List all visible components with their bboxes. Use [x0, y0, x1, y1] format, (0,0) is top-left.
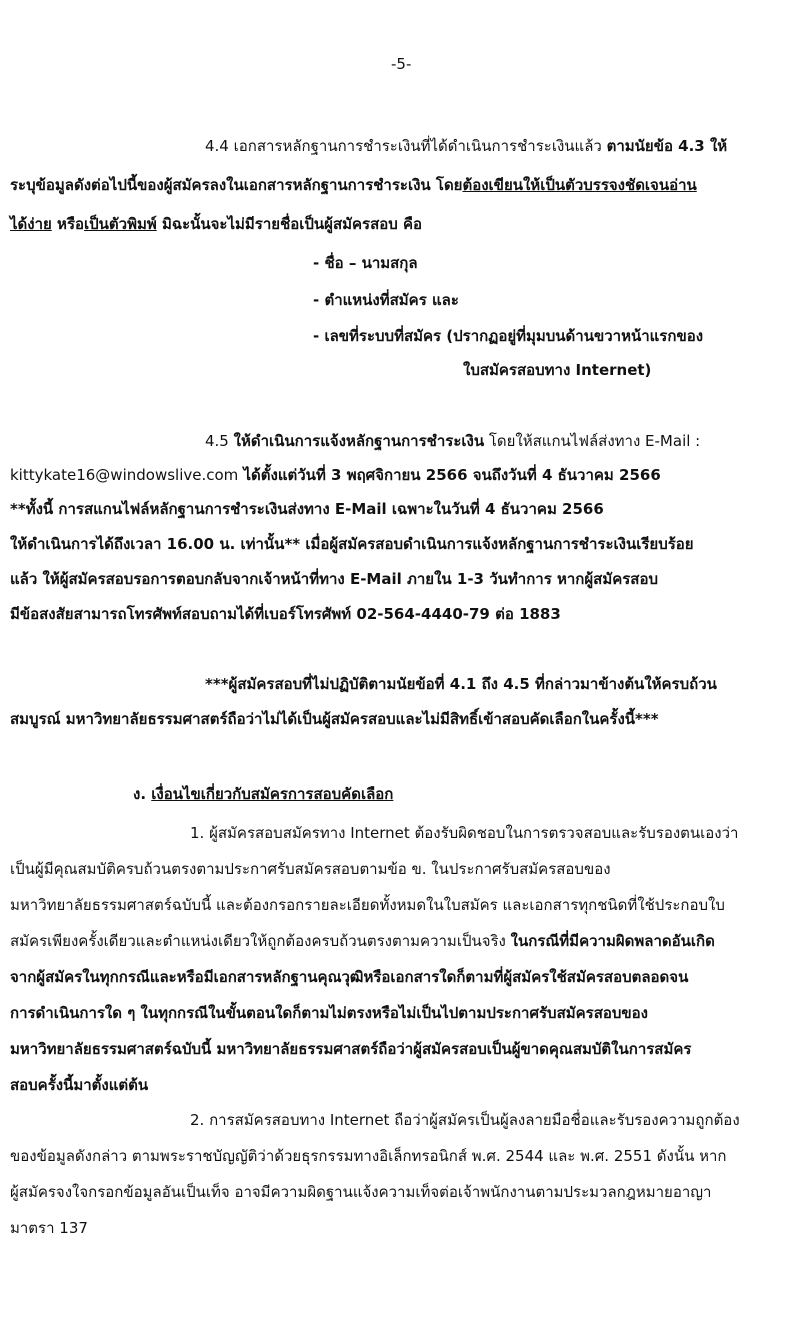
warning-line-2: สมบูรณ์ มหาวิทยาลัยธรรมศาสตร์ถือว่าไม่ได้เป็นผู้สมัครสอบและไม่มีสิทธิ์เข้าสอบคัดเลือกในครั้งนี้***: [10, 710, 659, 728]
p2-line-1: 2. การสมัครสอบทาง Internet ถือว่าผู้สมัครเป็นผู้ลงลายมือชื่อและรับรองความถูกต้อง: [190, 1111, 740, 1129]
s44-item-system-number: - เลขที่ระบบที่สมัคร (ปรากฏอยู่ที่มุมบนด้านขวาหน้าแรกของ: [313, 327, 704, 345]
s45-line-2-dates: ได้ตั้งแต่วันที่ 3 พฤศจิกายน 2566 จนถึงวันที่ 4 ธันวาคม 2566: [238, 466, 661, 484]
s45-line-5: แล้ว ให้ผู้สมัครสอบรอการตอบกลับจากเจ้าหน้าที่ทาง E-Mail ภายใน 1-3 วันทำการ หากผู้สมัครสอบ: [10, 570, 658, 588]
s44-line-1: [205, 135, 727, 157]
s44-line-3-or: หรือ: [51, 215, 85, 233]
s44-item-system-number-cont: ใบสมัครสอบทาง Internet): [463, 361, 652, 379]
section-heading: [133, 783, 393, 805]
s45-line-1-a: 4.5: [205, 432, 234, 450]
p1-line-4-b: ในกรณีที่มีความผิดพลาดอันเกิด: [510, 932, 715, 950]
p1-line-8: สอบครั้งนี้มาตั้งแต่ต้น: [10, 1076, 149, 1094]
p1-line-4-a: สมัครเพียงครั้งเดียวและตำแหน่งเดียวให้ถูกต้องครบถ้วนตรงตามความเป็นจริง: [10, 932, 511, 950]
s44-line-3: [10, 213, 422, 235]
p1-line-5: จากผู้สมัครในทุกกรณีและหรือมีเอกสารหลักฐานคุณวุฒิหรือเอกสารใดก็ตามที่ผู้สมัครใช้สมัครสอบตลอดจน: [10, 968, 689, 986]
s45-line-3: **ทั้งนี้ การสแกนไฟล์หลักฐานการชำระเงินส่งทาง E-Mail เฉพาะในวันที่ 4 ธันวาคม 2566: [10, 500, 604, 518]
section-heading-title: เงื่อนไขเกี่ยวกับสมัครการสอบคัดเลือก: [151, 785, 394, 803]
warning-line-1: ***ผู้สมัครสอบที่ไม่ปฏิบัติตามนัยข้อที่ 4.1 ถึง 4.5 ที่กล่าวมาข้างต้นให้ครบถ้วน: [205, 675, 717, 693]
s45-line-4: ให้ดำเนินการได้ถึงเวลา 16.00 น. เท่านั้น** เมื่อผู้สมัครสอบดำเนินการแจ้งหลักฐานการชำระเงินเรียบร้อย: [10, 535, 694, 553]
p1-line-3: มหาวิทยาลัยธรรมศาสตร์ฉบับนี้ และต้องกรอกรายละเอียดทั้งหมดในใบสมัคร และเอกสารทุกชนิดที่ใช้ประกอบใบ: [10, 896, 725, 914]
s45-line-1-b: ให้ดำเนินการแจ้งหลักฐานการชำระเงิน: [233, 432, 485, 450]
s44-line-2: [10, 174, 697, 196]
section-heading-prefix: ง.: [133, 785, 152, 803]
s44-line-3-typed: เป็นตัวพิมพ์: [84, 215, 157, 233]
s44-line-3-easy-read: ได้ง่าย: [10, 215, 52, 233]
s44-line-1-b: ตามนัยข้อ 4.3 ให้: [606, 137, 728, 155]
s45-line-1: [205, 430, 700, 452]
s44-item-name: - ชื่อ – นามสกุล: [313, 254, 418, 272]
s44-line-1-a: 4.4 เอกสารหลักฐานการชำระเงินที่ได้ดำเนินการชำระเงินแล้ว: [205, 137, 607, 155]
s45-line-6: มีข้อสงสัยสามารถโทรศัพท์สอบถามได้ที่เบอร์โทรศัพท์ 02-564-4440-79 ต่อ 1883: [10, 605, 561, 623]
p2-line-3: ผู้สมัครจงใจกรอกข้อมูลอันเป็นเท็จ อาจมีความผิดฐานแจ้งความเท็จต่อเจ้าพนักงานตามประมวลกฎหมายอาญา: [10, 1183, 712, 1201]
s44-line-2-a: ระบุข้อมูลดังต่อไปนี้ของผู้สมัครลงในเอกสารหลักฐานการชำระเงิน โดย: [10, 176, 463, 194]
p1-line-4: [10, 930, 715, 952]
s44-item-position: - ตำแหน่งที่สมัคร และ: [313, 291, 459, 309]
p1-line-7: มหาวิทยาลัยธรรมศาสตร์ฉบับนี้ มหาวิทยาลัยธรรมศาสตร์ถือว่าผู้สมัครสอบเป็นผู้ขาดคุณสมบัติในการสมัคร: [10, 1040, 692, 1058]
s44-line-2-underlined: ต้องเขียนให้เป็นตัวบรรจงชัดเจนอ่าน: [462, 176, 697, 194]
s45-line-2: [10, 464, 661, 486]
p2-line-2: ของข้อมูลดังกล่าว ตามพระราชบัญญัติว่าด้วยธุรกรรมทางอิเล็กทรอนิกส์ พ.ศ. 2544 และ พ.ศ. 2551 ดังนั้น หาก: [10, 1147, 727, 1165]
s44-line-3-rest: มิฉะนั้นจะไม่มีรายชื่อเป็นผู้สมัครสอบ คือ: [156, 215, 423, 233]
s45-email: kittykate16@windowslive.com: [10, 466, 239, 484]
s45-line-1-c: โดยให้สแกนไฟล์ส่งทาง E-Mail :: [484, 432, 701, 450]
p1-line-2: เป็นผู้มีคุณสมบัติครบถ้วนตรงตามประกาศรับสมัครสอบตามข้อ ข. ในประกาศรับสมัครสอบของ: [10, 860, 611, 878]
p1-line-1: 1. ผู้สมัครสอบสมัครทาง Internet ต้องรับผิดชอบในการตรวจสอบและรับรองตนเองว่า: [190, 824, 739, 842]
p2-line-4: มาตรา 137: [10, 1219, 88, 1237]
page-number: -5-: [391, 55, 412, 73]
p1-line-6: การดำเนินการใด ๆ ในทุกกรณีในขั้นตอนใดก็ตามไม่ตรงหรือไม่เป็นไปตามประกาศรับสมัครสอบของ: [10, 1004, 648, 1022]
